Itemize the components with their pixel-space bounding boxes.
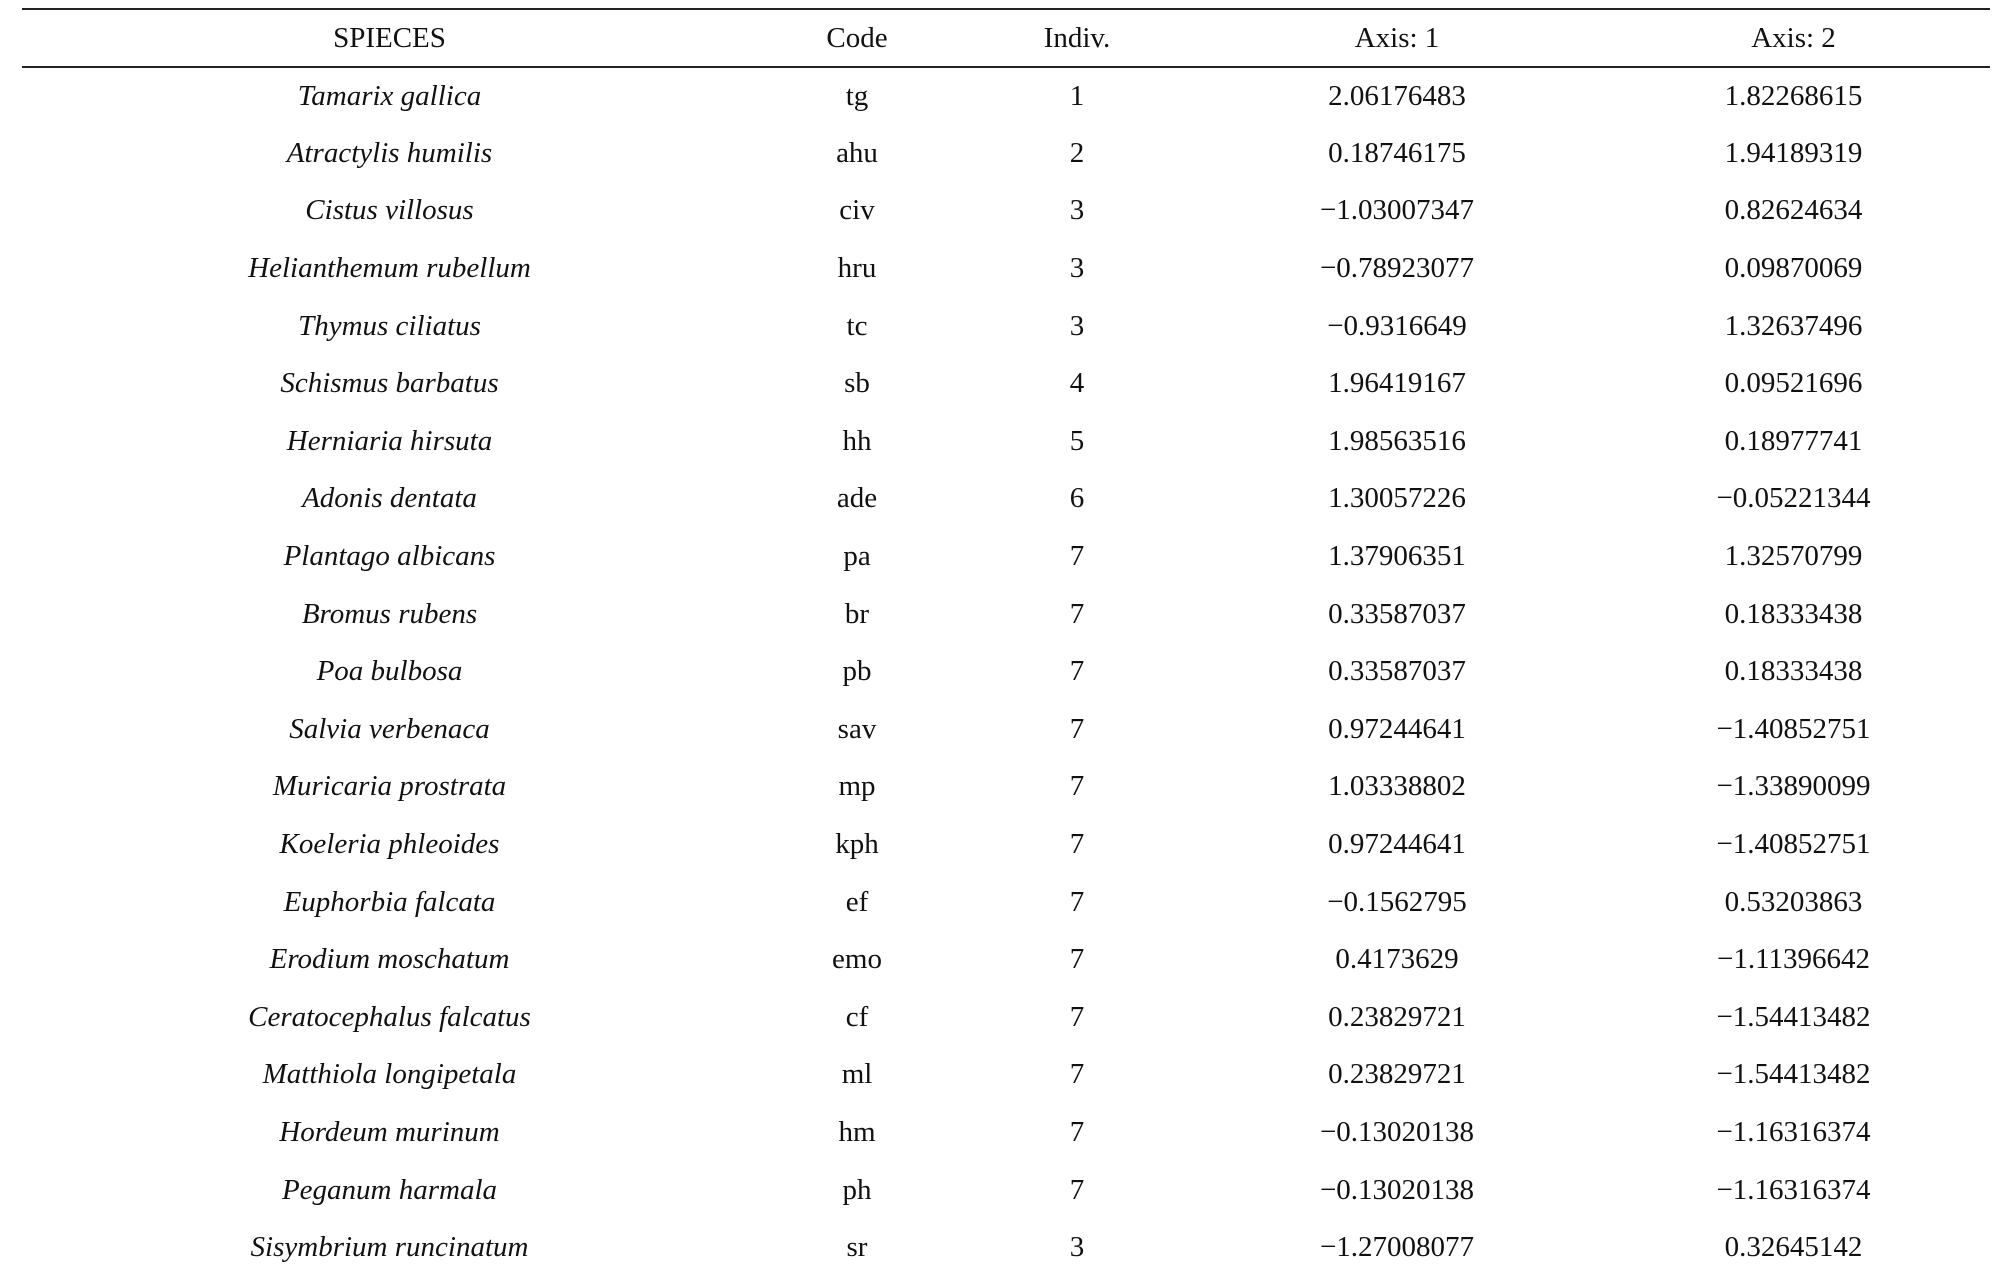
table-row (22, 758, 1990, 816)
cell-code: civ (839, 194, 875, 227)
cell-indiv: 7 (1069, 712, 1085, 745)
cell-code: ahu (836, 136, 878, 169)
cell-species: Poa bulbosa (316, 655, 463, 688)
cell-indiv: 7 (1069, 1000, 1085, 1033)
cell-axis1: 0.23829721 (1328, 1058, 1466, 1091)
cell-indiv: 3 (1069, 1231, 1085, 1264)
cell-indiv: 7 (1069, 1058, 1085, 1091)
table-row (22, 182, 1990, 240)
table-row (22, 585, 1990, 643)
cell-axis1: −0.9316649 (1327, 309, 1467, 342)
cell-code: br (844, 597, 870, 630)
cell-axis2: 0.09521696 (1724, 367, 1863, 400)
cell-axis1: 0.97244641 (1328, 712, 1466, 745)
cell-code: ade (836, 482, 878, 515)
table-row (22, 67, 1990, 125)
cell-axis1: 0.18746175 (1328, 136, 1466, 169)
cell-axis1: 0.23829721 (1328, 1000, 1466, 1033)
cell-axis2: 0.18333438 (1724, 655, 1863, 688)
header-indiv: Indiv. (1043, 21, 1111, 54)
cell-code: cf (845, 1000, 869, 1033)
cell-axis2: −1.16316374 (1716, 1173, 1871, 1206)
cell-indiv: 7 (1069, 828, 1085, 861)
cell-axis2: −1.33890099 (1716, 770, 1871, 803)
cell-axis1: −1.03007347 (1319, 194, 1475, 227)
cell-code: sb (844, 367, 870, 400)
header-axis1: Axis: 1 (1354, 21, 1440, 54)
cell-axis2: 0.18333438 (1724, 597, 1863, 630)
cell-species: Salvia verbenaca (289, 712, 490, 745)
cell-indiv: 3 (1069, 252, 1085, 285)
cell-species: Adonis dentata (302, 482, 477, 515)
cell-axis2: 0.09870069 (1724, 252, 1863, 285)
header-species: SPIECES (333, 21, 446, 54)
header-row (22, 9, 1990, 67)
table-row (22, 355, 1990, 413)
cell-code: pa (843, 540, 871, 573)
cell-indiv: 1 (1069, 79, 1085, 112)
cell-axis2: −1.40852751 (1716, 828, 1871, 861)
cell-species: Sisymbrium runcinatum (250, 1231, 529, 1264)
cell-axis1: −0.78923077 (1319, 252, 1475, 285)
cell-axis2: −1.54413482 (1716, 1000, 1871, 1033)
cell-code: emo (832, 943, 882, 976)
cell-indiv: 7 (1069, 943, 1085, 976)
cell-axis1: 0.97244641 (1328, 828, 1466, 861)
cell-code: ph (842, 1173, 872, 1206)
cell-species: Thymus ciliatus (298, 309, 481, 342)
cell-axis2: 1.94189319 (1724, 136, 1863, 169)
cell-code: sr (846, 1231, 868, 1264)
cell-axis2: 0.32645142 (1724, 1231, 1863, 1264)
cell-code: ef (845, 885, 869, 918)
cell-species: Schismus barbatus (280, 367, 499, 400)
cell-code: mp (838, 770, 876, 803)
cell-indiv: 7 (1069, 885, 1085, 918)
cell-species: Erodium moschatum (269, 943, 510, 976)
cell-indiv: 3 (1069, 194, 1085, 227)
cell-code: ml (841, 1058, 873, 1091)
table-row (22, 816, 1990, 874)
header-code: Code (826, 21, 888, 54)
table-row (22, 989, 1990, 1047)
species-axis-table (22, 8, 1990, 1276)
cell-species: Plantago albicans (283, 540, 496, 573)
cell-axis2: 0.18977741 (1724, 424, 1863, 457)
cell-axis2: 1.32570799 (1724, 540, 1863, 573)
table-row (22, 297, 1990, 355)
cell-indiv: 7 (1069, 597, 1085, 630)
cell-indiv: 4 (1069, 367, 1085, 400)
table-header (22, 9, 1990, 67)
cell-code: hm (838, 1115, 876, 1148)
cell-code: pb (842, 655, 872, 688)
cell-axis1: 1.96419167 (1328, 367, 1466, 400)
cell-axis1: −0.13020138 (1319, 1115, 1475, 1148)
cell-axis2: 1.82268615 (1724, 79, 1863, 112)
cell-species: Bromus rubens (301, 597, 478, 630)
cell-indiv: 7 (1069, 1173, 1085, 1206)
cell-axis2: 1.32637496 (1724, 309, 1863, 342)
table-body (22, 67, 1990, 1276)
cell-code: hh (842, 424, 872, 457)
cell-indiv: 6 (1069, 482, 1085, 515)
cell-indiv: 7 (1069, 1115, 1085, 1148)
cell-indiv: 5 (1069, 424, 1085, 457)
cell-code: hru (837, 252, 877, 285)
cell-axis2: −1.40852751 (1716, 712, 1871, 745)
cell-code: tc (846, 309, 868, 342)
table-row (22, 701, 1990, 759)
cell-axis1: −1.27008077 (1319, 1231, 1475, 1264)
table-row (22, 528, 1990, 586)
cell-axis2: −1.54413482 (1716, 1058, 1871, 1091)
table-row (22, 470, 1990, 528)
cell-code: tg (845, 79, 869, 112)
cell-axis2: −1.11396642 (1716, 943, 1871, 976)
cell-axis1: 0.4173629 (1335, 943, 1459, 976)
cell-indiv: 7 (1069, 540, 1085, 573)
cell-axis1: 0.33587037 (1328, 655, 1466, 688)
table-row (22, 413, 1990, 471)
cell-indiv: 2 (1069, 136, 1085, 169)
cell-species: Hordeum murinum (279, 1115, 500, 1148)
table-row (22, 1046, 1990, 1104)
table-row (22, 1219, 1990, 1276)
cell-axis1: 1.37906351 (1328, 540, 1466, 573)
cell-indiv: 7 (1069, 655, 1085, 688)
table-row (22, 1104, 1990, 1162)
cell-axis1: 1.98563516 (1328, 424, 1466, 457)
cell-species: Herniaria hirsuta (286, 424, 493, 457)
cell-indiv: 7 (1069, 770, 1085, 803)
species-axis-table-container (22, 8, 1990, 1276)
cell-axis2: −1.16316374 (1716, 1115, 1871, 1148)
cell-code: kph (835, 828, 879, 861)
cell-axis1: −0.13020138 (1319, 1173, 1475, 1206)
cell-axis1: 2.06176483 (1328, 79, 1466, 112)
cell-indiv: 3 (1069, 309, 1085, 342)
cell-axis1: −0.1562795 (1327, 885, 1467, 918)
cell-species: Peganum harmala (281, 1173, 498, 1206)
cell-species: Atractylis humilis (286, 136, 493, 169)
cell-axis2: 0.82624634 (1724, 194, 1863, 227)
cell-species: Helianthemum rubellum (248, 252, 531, 285)
cell-species: Euphorbia falcata (283, 885, 496, 918)
cell-axis1: 0.33587037 (1328, 597, 1466, 630)
cell-axis2: −0.05221344 (1716, 482, 1871, 515)
cell-species: Tamarix gallica (297, 79, 482, 112)
table-row (22, 873, 1990, 931)
cell-species: Koeleria phleoides (279, 828, 500, 861)
cell-axis1: 1.30057226 (1328, 482, 1466, 515)
table-row (22, 1161, 1990, 1219)
cell-species: Cistus villosus (305, 194, 474, 227)
cell-species: Ceratocephalus falcatus (248, 1000, 531, 1033)
table-row (22, 240, 1990, 298)
table-row (22, 931, 1990, 989)
cell-axis1: 1.03338802 (1328, 770, 1466, 803)
cell-code: sav (837, 712, 877, 745)
cell-axis2: 0.53203863 (1724, 885, 1863, 918)
cell-species: Muricaria prostrata (272, 770, 507, 803)
table-row (22, 643, 1990, 701)
header-axis2: Axis: 2 (1751, 21, 1836, 54)
cell-species: Matthiola longipetala (262, 1058, 517, 1091)
table-row (22, 125, 1990, 183)
